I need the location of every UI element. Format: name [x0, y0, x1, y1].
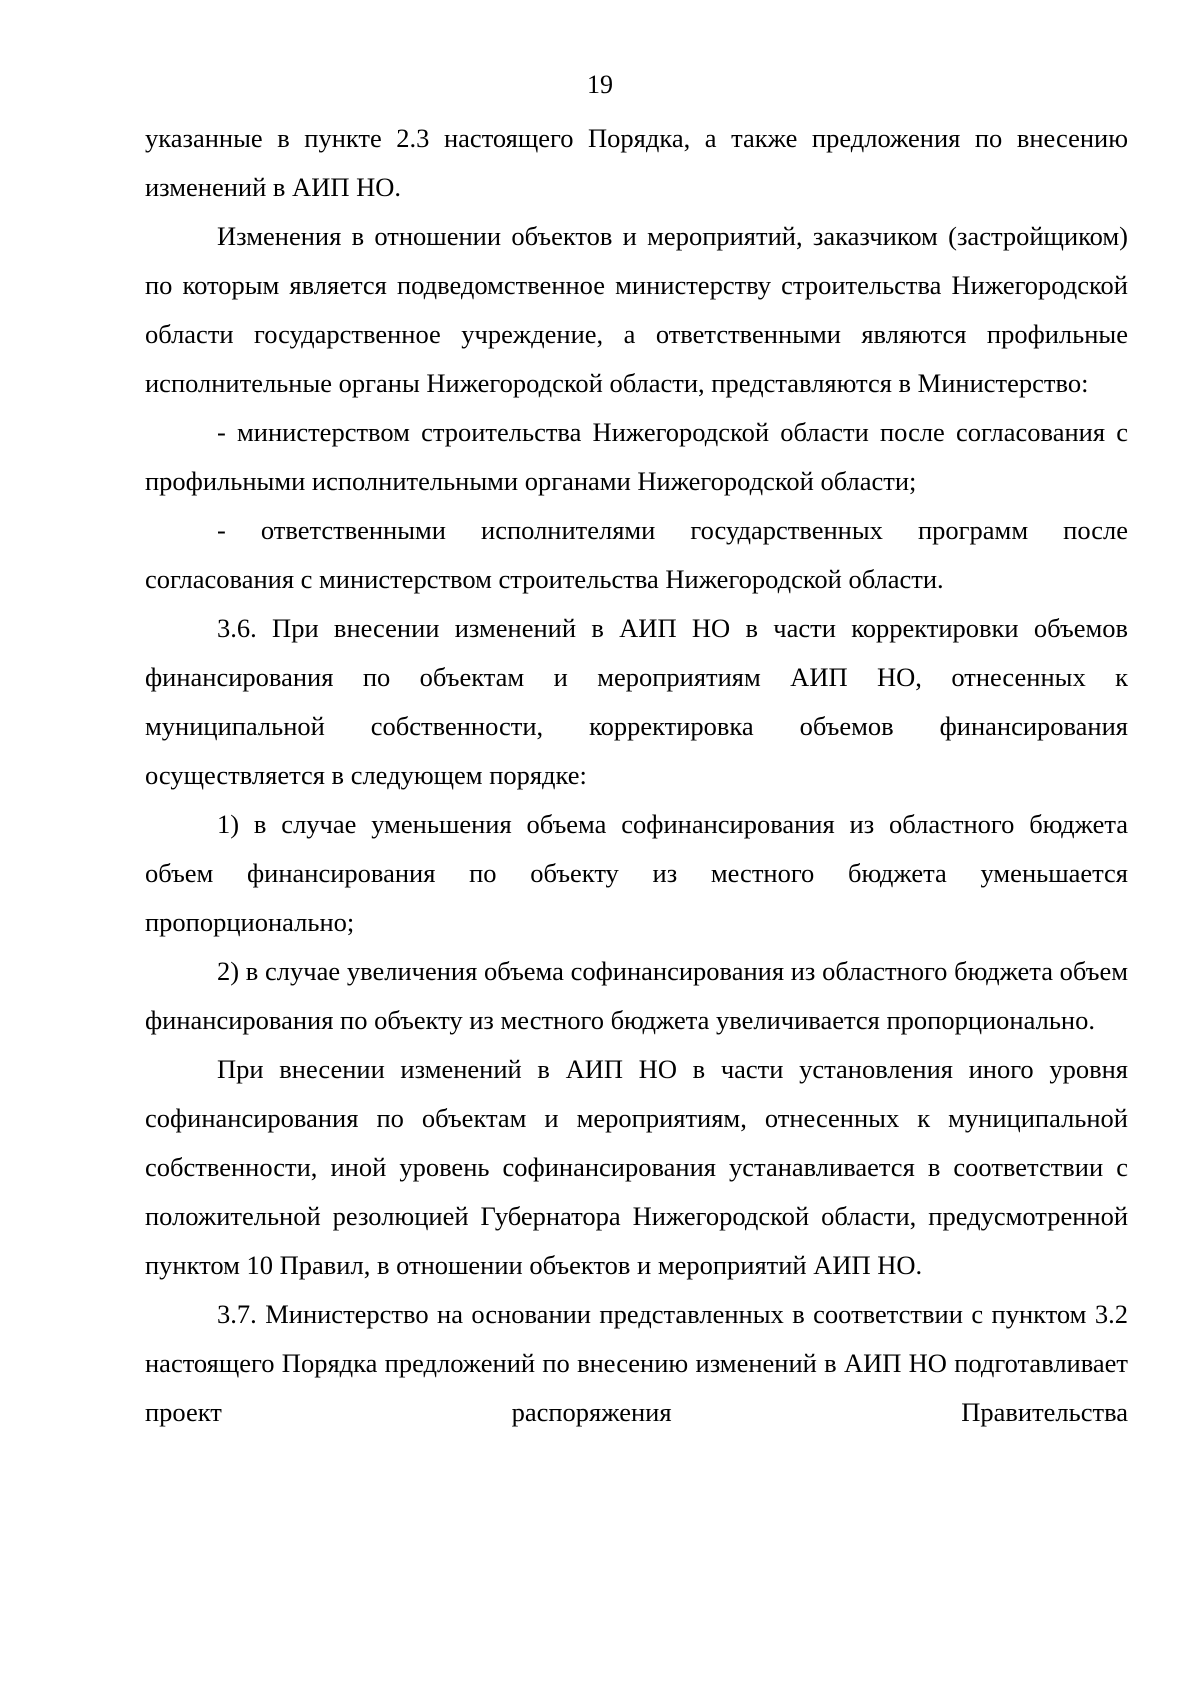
paragraph-3-7: 3.7. Министерство на основании представленных в соответствии с пунктом 3.2 настоящего Порядка предложений по внесению изменений в АИП НО подготавливает проект распоряжения Правительства	[145, 1299, 1128, 1427]
page-number: 19	[587, 70, 613, 99]
list-item-decrease: 1) в случае уменьшения объема софинансирования из областного бюджета объем финансирования по объекту из местного бюджета уменьшается пропорционально;	[145, 809, 1128, 937]
paragraph-continuation: указанные в пункте 2.3 настоящего Порядка, а также предложения по внесению изменений в АИП НО.	[145, 123, 1128, 202]
document-body	[145, 114, 1128, 1437]
list-item-ministry: - министерством строительства Нижегородской области после согласования с профильными исполнительными органами Нижегородской области;	[145, 417, 1128, 496]
list-item-increase: 2) в случае увеличения объема софинансирования из областного бюджета объем финансирования по объекту из местного бюджета увеличивается пропорционально.	[145, 956, 1128, 1035]
paragraph-cofinancing-level: При внесении изменений в АИП НО в части установления иного уровня софинансирования по объектам и мероприятиям, отнесенных к муниципальной собственности, иной уровень софинансирования устанавливается в соответствии с положительной резолюцией Губернатора Нижегородской области, предусмотренной пунктом 10 Правил, в отношении объектов и мероприятий АИП НО.	[145, 1054, 1128, 1280]
paragraph-changes-submission: Изменения в отношении объектов и мероприятий, заказчиком (застройщиком) по которым является подведомственное министерству строительства Нижегородской области государственное учреждение, а ответственными являются профильные исполнительные органы Нижегородской области, представляются в Министерство:	[145, 221, 1128, 398]
paragraph-3-6: 3.6. При внесении изменений в АИП НО в части корректировки объемов финансирования по объектам и мероприятиям АИП НО, отнесенных к муниципальной собственности, корректировка объемов финансирования осуществляется в следующем порядке:	[145, 613, 1128, 790]
list-item-program-executors: - ответственными исполнителями государственных программ после согласования с министерством строительства Нижегородской области.	[145, 515, 1128, 594]
